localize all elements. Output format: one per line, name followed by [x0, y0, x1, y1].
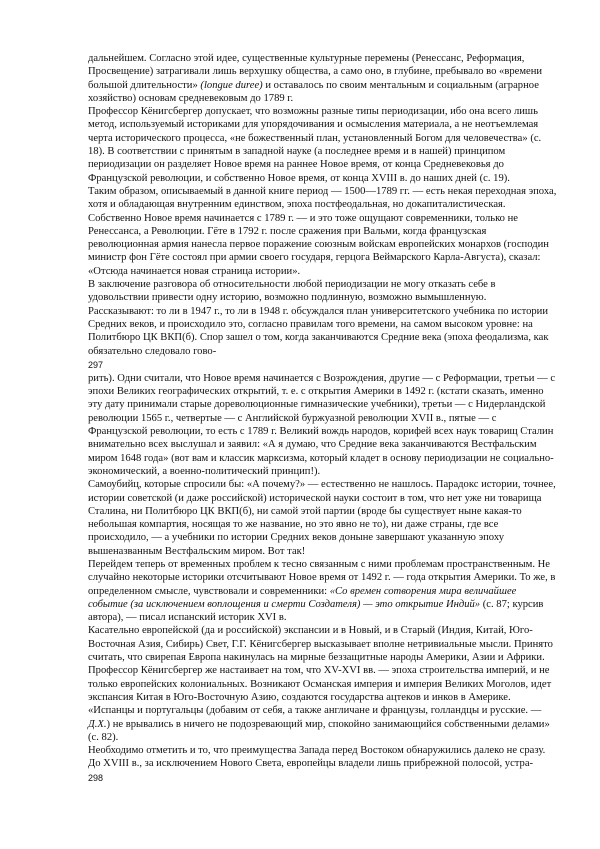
text-run: В заключение разговора об относительности любой периодизации не могу отказать себе в удовольствии привести одну историю, возможно подлинную, возможно вымышленную. [88, 279, 496, 304]
paragraph [88, 185, 558, 278]
page-number: 297 [88, 359, 104, 370]
text-run: рить). Одни считали, что Новое время начинается с Возрождения, другие — с Реформации, третьи — с эпохи Великих географических открытий, т. е. с открытия Америки в 1492 г. (кстати сказать, именно эту дату принимали старые дореволюционные гимназические учебники), третьи — с Нидерландской революции 1565 г., четвертые — с Английской буржуазной революции XVII в., пятые — с Французской революции, то есть с 1789 г. Великий вождь народов, корифей всех наук товарищ Сталин внимательно всех выслушал и заявил: «А я думаю, что Средние века заканчиваются Вестфальским миром 1648 года» (вот вам и классик марксизма, который кладет в основу периодизации не социально-экономический, а военно-политический принцип!). [88, 372, 556, 477]
paragraph [88, 52, 558, 105]
text-run: Перейдем теперь от временных проблем к тесно связанным с ними проблемам пространственным. Не случайно некоторые историки отсчитывают Новое время от 1492 г. — года открытия Америки. То же, в определенном смысле, чувствовали и современники: [88, 558, 556, 597]
paragraph [88, 105, 558, 185]
paragraph [88, 372, 558, 478]
paragraph [88, 744, 558, 771]
text-run: ) не врывались в ничего не подозревающий мир, спокойно занимающийся собственными делами» (с. 82). [88, 718, 550, 743]
text-run: Касательно европейской (да и российской) экспансии и в Новый, и в Старый (Индия, Китай, Юго-Восточная Азия, Сибирь) Свет, Г.Г. Кёнигсбергер высказывает вполне нетривиальные мысли. Принято считать, что свирепая Европа накинулась на мирные беззащитные народы Америки, Азии и Африки. Профессор Кёнигсбергер же настаивает на том, что XV-XVI вв. — эпоха строительства империй, и не только европейских колониальных. Возникают Османская империя и империя Великих Моголов, идет экспансия Китая в Юго-Восточную Азию, создаются государства ацтеков и инков в Америке. «Испанцы и португальцы (добавим от себя, а также англичане и французы, голландцы и русские. — [88, 625, 553, 717]
paragraph [88, 558, 558, 624]
text-run: Профессор Кёнигсбергер допускает, что возможны разные типы периодизации, ибо она всего лишь метод, используемый историками для упорядочивания и осмысления материала, а не неотъемлемая черта исторического процесса, «не божественный план, установленный Богом для человечества» (с. 18). В соответствии с принятым в западной науке (а последнее время и в нашей) принципом периодизации он разделяет Новое время на раннее Новое время, от конца Средневековья до Французской революции, и собственно Новое время, от конца XVIII в. до наших дней (с. 19). [88, 106, 542, 184]
paragraph [88, 478, 558, 558]
italic-text-run: «Со времен сотворения мира величайшее событие (за исключением воплощения и смерти Создателя) — это открытие Индий» [88, 585, 517, 610]
page-number: 298 [88, 772, 104, 783]
text-run: Таким образом, описываемый в данной книге период — 1500—1789 гг. — есть некая переходная эпоха, хотя и обладающая внутренним единством, эпоха постфеодальная, но докапиталистическая. Собственно Новое время начинается с 1789 г. — и это тоже ощущают современники, только не Ренессанса, а Революции. Гёте в 1792 г. после сражения при Вальми, когда французская революционная армия нанесла первое поражение союзным войскам европейских монархов (господин министр фон Гёте состоял при армии своего государя, герцога Веймарского Карла-Августа), сказал: «Отсюда начинается новая страница истории». [88, 185, 557, 277]
text-run: Необходимо отметить и то, что преимущества Запада перед Востоком обнаружились далеко не сразу. До XVIII в., за исключением Нового Света, европейцы владели лишь прибрежной полосой, устра- [88, 745, 546, 770]
paragraph [88, 278, 558, 305]
text-run: Рассказывают: то ли в 1947 г., то ли в 1948 г. обсуждался план университетского учебника по истории Средних веков, и происходило это, согласно правилам того времени, на самом высоком уровне: на Политбюро ЦК ВКП(б). Спор зашел о том, когда заканчиваются Средние века (эпоха феодализма, как обязательно следовало гово- [88, 305, 549, 357]
text-run: дальнейшем. Согласно этой идее, существенные культурные перемены (Ренессанс, Реформация, Просвещение) затрагивали лишь верхушку общества, а само оно, в глубине, пребывало во «времени большой длительности» [88, 53, 543, 91]
text-run: (с. 87; курсив автора), — писал испанский историк XVI в. [88, 598, 544, 624]
document-page [88, 52, 558, 785]
paragraph [88, 305, 558, 358]
italic-text-run: (longue duree) [200, 79, 263, 91]
text-run: и оставалось по своим ментальным и социальным (аграрное хозяйство) основам средневековым до 1789 г. [88, 79, 539, 104]
text-run: Самоубийц, которые спросили бы: «А почему?» — естественно не нашлось. Парадокс истории, точнее, истории советской (и даже российской) исторической науки состоит в том, что нет уже ни товарища Сталина, ни Политбюро ЦК ВКП(б), ни самой этой партии (вроде бы существует ныне какая-то небольшая компартия, носящая то же название, но это явно не то), ни даже страны, где все происходило, — а учебники по истории Средних веков доныне завершают указанную эпоху вышеназванным Вестфальским миром. Вот так! [88, 479, 556, 557]
paragraph [88, 624, 558, 744]
italic-text-run: Д.Х. [88, 718, 107, 730]
